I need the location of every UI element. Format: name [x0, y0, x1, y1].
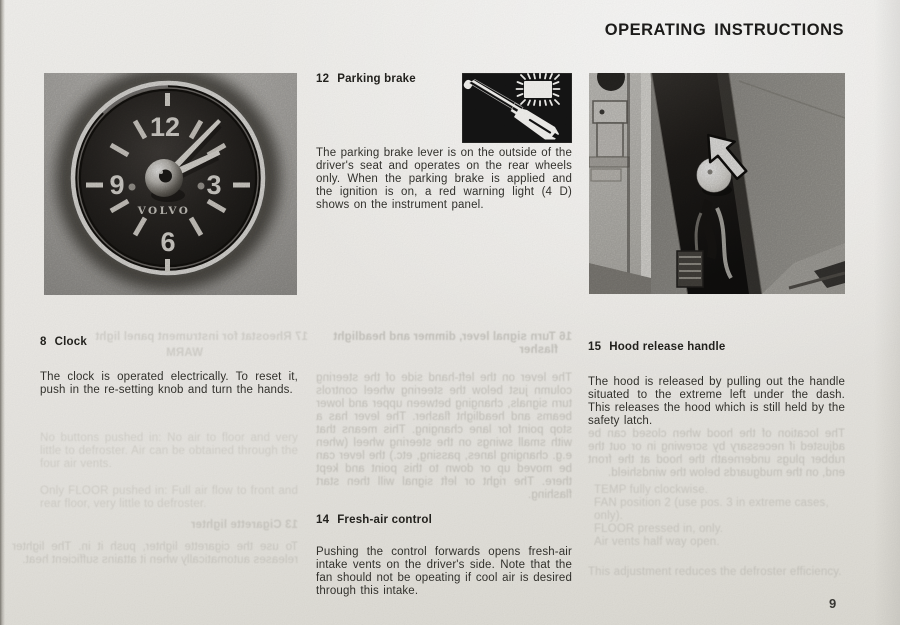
section-heading-parking-brake: 12 Parking brake [316, 73, 416, 85]
warning-light-lamp [524, 81, 552, 98]
section-number: 8 [40, 336, 47, 348]
page-right-edge-shading [874, 0, 900, 625]
bleedthrough-vents: No buttons pushed in: No air to floor and very little to defroster. Air can be obtained through the four air vents. Only FLOOR pushed in: Full air flow to front and rear floor, very little to defroster. [40, 432, 298, 510]
section-heading-fresh-air: 14 Fresh-air control [316, 514, 432, 526]
bleedthrough-hood-adjust: The location of the hood when closed can be adjusted if necessary by screwing in or out the rubber plugs underneath the hood at the front end, on the mudguards below the windshield. [588, 428, 845, 479]
parking-brake-illustration [462, 73, 572, 143]
bleedthrough-turn-signal: 16 Turn signal lever, dimmer and headlight flasher The lever on the left-hand side of the steering column just below the steering wheel controls turn signals, changing between upper and lower beams and headlight flasher. The lever has a stop point for lane changing. This means that with small swings on the steering wheel (when e.g. changing lanes, passing, etc.) the lever can be moved up or down to this point and kept there. The right or left signal will then start flashing. [316, 331, 572, 501]
hood-release-paragraph: The hood is released by pulling out the handle situated to the extreme left under the dash. This releases the hood which is still held by the safety latch. [588, 376, 845, 427]
bleedthrough-defroster-note: This adjustment reduces the defroster efficiency. [588, 566, 842, 578]
clock-numeral-12: 12 [149, 112, 181, 142]
clock-paragraph: The clock is operated electrically. To reset it, push in the re-setting knob and turn the hands. [40, 371, 298, 396]
page-left-edge [0, 0, 5, 625]
fresh-air-paragraph: Pushing the control forwards opens fresh-air intake vents on the driver's side. Note that the fan should not be opeating if cool air is desired through this intake. [316, 546, 572, 597]
section-heading-hood-release: 15 Hood release handle [588, 341, 726, 353]
bleedthrough-rheostat: 17 Rheostat for instrument panel light WARM [95, 331, 308, 359]
bleedthrough-settings-list: TEMP fully clockwise. FAN position 2 (use pos. 3 in extreme cases, only). FLOOR pressed in, only. Air vents half way open. [594, 484, 829, 548]
section-title: Clock [54, 336, 87, 348]
clock-numeral-3: 3 [206, 170, 222, 200]
page-title: OPERATING INSTRUCTIONS [604, 21, 844, 39]
clock-photo [44, 73, 297, 295]
volvo-logo-text: VOLVO [137, 205, 191, 217]
parking-brake-paragraph: The parking brake lever is on the outside of the driver's seat and operates on the rear wheels only. When the parking brake is applied and the ignition is on, a red warning light (4 D) shows on the instrument panel. [316, 147, 572, 211]
hood-release-photo [589, 73, 845, 294]
bleedthrough-cigarette-lighter: 13 Cigarette lighter To use the cigarette lighter, push it in. The lighter releases automatically when it attains sufficient heat. [12, 519, 298, 566]
clock-numeral-6: 6 [160, 227, 176, 257]
page-number: 9 [829, 596, 837, 611]
clock-numeral-9: 9 [109, 170, 125, 200]
